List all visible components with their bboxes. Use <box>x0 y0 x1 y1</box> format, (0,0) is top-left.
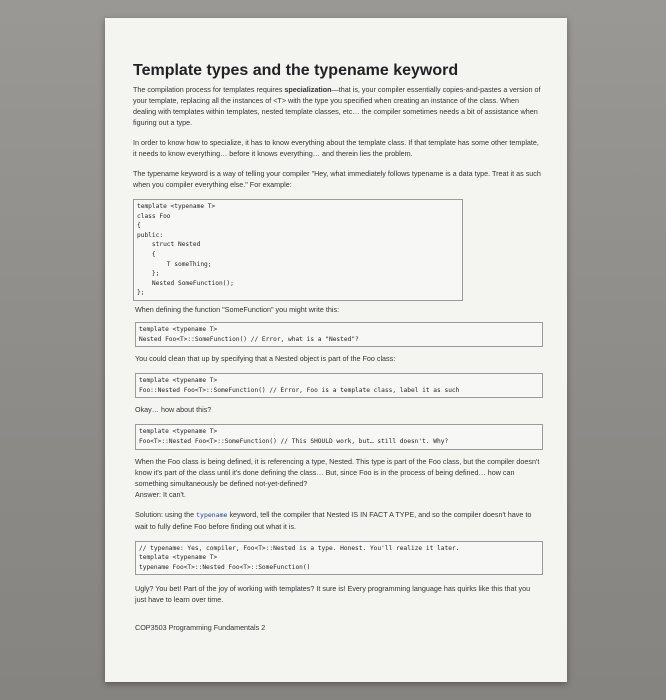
para1-pre: The compilation process for templates requires <box>133 85 285 94</box>
paragraph-solution <box>135 509 541 532</box>
code-block-class-foo: template <typename T> class Foo { public: struct Nested { T someThing; }; Nested SomeFunction(); }; <box>133 199 463 301</box>
paragraph-ugly: Ugly? You bet! Part of the joy of working with templates? It sure is! Every programming language has quirks like this that you just have to learn over time. <box>135 584 531 605</box>
code-block-error-foo-template: template <typename T> Foo::Nested Foo<T>::SomeFunction() // Error, Foo is a template class, label it as such <box>135 373 543 398</box>
paragraph-specialization <box>133 84 541 128</box>
para8-post: keyword, tell the compiler that Nested IS IN FACT A TYPE, and so the compiler doesn't have to wait to fully define Foo before finding out what it is. <box>135 509 532 531</box>
para8-pre: Solution: using the <box>135 509 197 519</box>
page-footer: COP3503 Programming Fundamentals 2 <box>135 623 266 633</box>
page-content <box>133 62 541 632</box>
typename-keyword: typename <box>196 510 228 519</box>
para1-post: —that is, your compiler essentially copies-and-pastes a version of your template, replacing all the instances of <T> with the type you specified when creating an instance of the class. When dealing with templates within templates, nested template classes, etc… the compiler sometimes needs a bit of assistance when figuring out a type. <box>133 85 541 127</box>
document-page <box>105 18 567 682</box>
code-block-error-nested: template <typename T> Nested Foo<T>::SomeFunction() // Error, what is a "Nested"? <box>135 322 543 347</box>
code-block-typename-solution: // typename: Yes, compiler, Foo<T>::Nested is a type. Honest. You'll realize it later. template <typename T> typename Foo<T>::Nested Foo<T>::SomeFunction() <box>135 541 543 576</box>
paragraph-okay: Okay… how about this? <box>135 405 212 415</box>
specialization-term: specialization <box>284 85 332 94</box>
paragraph-explanation: When the Foo class is being defined, it is referencing a type, Nested. This type is part of the Foo class, but the compiler doesn't know it's part of the class until it's done defining the class… But, since Foo is in the process of being defined… how can something simultaneously be defined not-yet-defined? <box>135 456 540 488</box>
code-block-should-work: template <typename T> Foo<T>::Nested Foo<T>::SomeFunction() // This SHOULD work, but… still doesn't. Why? <box>135 424 543 449</box>
paragraph-define-function: When defining the function "SomeFunction" you might write this: <box>135 304 340 314</box>
paragraph-problem: In order to know how to specialize, it has to know everything about the template class. If that template has some other template, it needs to know everything… before it knows everything… and therein lies the problem. <box>133 138 539 158</box>
paragraph-typename-intro: The typename keyword is a way of telling your compiler "Hey, what immediately follows typename is a data type. Treat it as such when you compiler everything else." For example: <box>133 169 541 189</box>
page-title: Template types and the typename keyword <box>133 62 459 79</box>
answer-line: Answer: It can't. <box>135 489 186 499</box>
paragraph-clean-up: You could clean that up by specifying that a Nested object is part of the Foo class: <box>135 354 396 364</box>
